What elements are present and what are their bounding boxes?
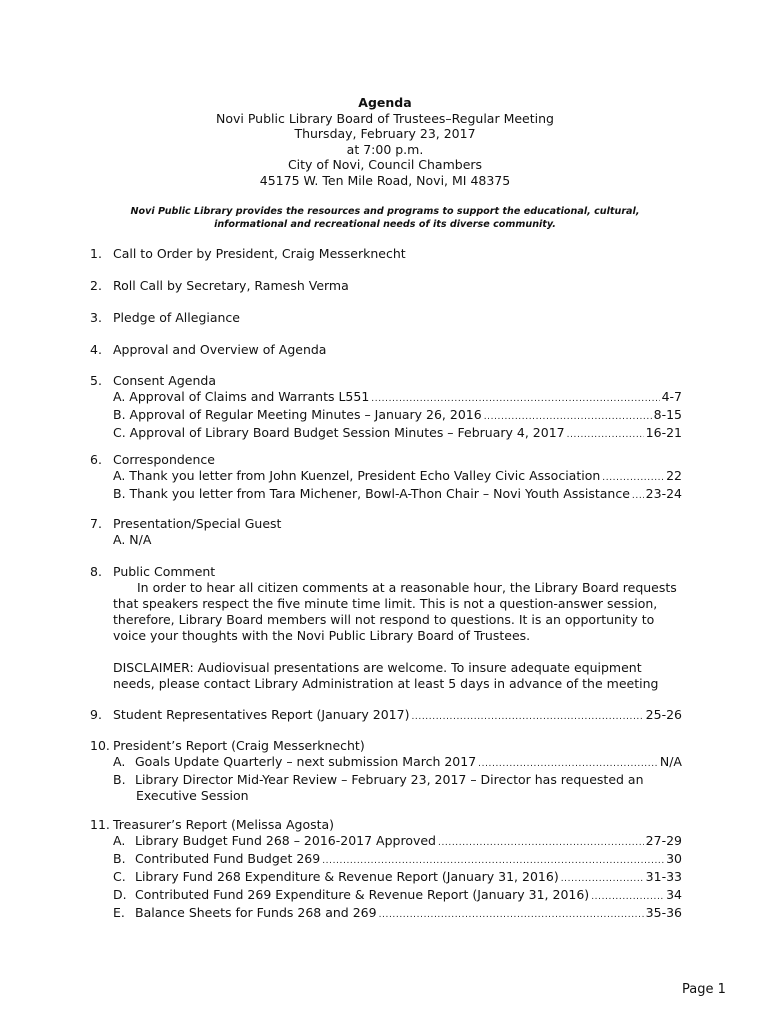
sub-item <box>90 754 682 772</box>
sub-item-text: Library Director Mid-Year Review – February 23, 2017 – Director has requested an <box>135 772 644 787</box>
page-ref: 31-33 <box>645 869 682 884</box>
sub-item-text: Library Budget Fund 268 – 2016-2017 Approved <box>135 833 436 848</box>
agenda-item-9 <box>90 707 682 725</box>
page-ref: 16-21 <box>645 425 682 440</box>
agenda-item-4 <box>90 342 682 358</box>
sub-item-text: A. N/A <box>113 532 152 547</box>
item-title: Call to Order by President, Craig Messerknecht <box>113 246 406 261</box>
leader-dots <box>567 427 644 443</box>
item-title: Presentation/Special Guest <box>113 516 282 531</box>
item-number: 10. <box>90 738 110 753</box>
sub-item <box>90 851 682 869</box>
sub-item <box>90 425 682 443</box>
sub-item-continuation: Executive Session <box>136 788 249 803</box>
sub-item-text: Contributed Fund 269 Expenditure & Revenue Report (January 31, 2016) <box>135 887 590 902</box>
meeting-location: City of Novi, Council Chambers <box>287 157 483 173</box>
leader-dots <box>322 853 664 869</box>
agenda-item-7 <box>90 516 682 548</box>
meeting-date: Thursday, February 23, 2017 <box>294 126 476 142</box>
sub-item-text: Goals Update Quarterly – next submission March 2017 <box>135 754 477 769</box>
sub-item <box>90 869 682 887</box>
page-ref: 27-29 <box>645 833 682 848</box>
item-number: 7. <box>90 516 102 531</box>
item-title: Treasurer’s Report (Melissa Agosta) <box>113 817 335 832</box>
page-ref: 23-24 <box>645 486 682 501</box>
sub-item-text: A. Approval of Claims and Warrants L551 <box>113 389 370 404</box>
page-ref: 34 <box>666 887 682 902</box>
item-title: Student Representatives Report (January 2017) <box>113 707 410 722</box>
sub-item-letter: C. <box>113 869 126 884</box>
leader-dots <box>484 409 652 425</box>
sub-item-letter: A. <box>113 833 126 848</box>
item-title: Pledge of Allegiance <box>113 310 240 325</box>
page-ref: 25-26 <box>645 707 682 722</box>
sub-item-text: Contributed Fund Budget 269 <box>135 851 321 866</box>
leader-dots <box>411 709 643 725</box>
agenda-item-2 <box>90 278 682 294</box>
public-comment-text: In order to hear all citizen comments at a reasonable hour, the Library Board requests that speakers respect the five minute time limit. This is not a question-answer session, therefore, Library Board members will not respond to questions. It is an opportunity to voice your thoughts with the Novi Public Library Board of Trustees. <box>113 580 677 643</box>
item-number: 11. <box>90 817 110 832</box>
item-number: 1. <box>90 246 102 261</box>
page-ref: 8-15 <box>653 407 682 422</box>
item-title: President’s Report (Craig Messerknecht) <box>113 738 365 753</box>
agenda-title: Agenda <box>358 95 412 110</box>
leader-dots <box>371 391 659 407</box>
sub-item <box>90 389 682 407</box>
leader-dots <box>632 488 644 504</box>
page-number: Page 1 <box>682 982 726 997</box>
sub-item-text: A. Thank you letter from John Kuenzel, President Echo Valley Civic Association <box>113 468 601 483</box>
agenda-header <box>0 95 770 189</box>
agenda-item-11 <box>90 817 682 923</box>
item-number: 2. <box>90 278 102 293</box>
item-title: Roll Call by Secretary, Ramesh Verma <box>113 278 349 293</box>
sub-item-text: B. Thank you letter from Tara Michener, Bowl-A-Thon Chair – Novi Youth Assistance <box>113 486 630 501</box>
sub-item <box>90 887 682 905</box>
page-ref: 22 <box>666 468 682 483</box>
agenda-item-5 <box>90 373 682 443</box>
sub-item <box>90 772 682 788</box>
meeting-address: 45175 W. Ten Mile Road, Novi, MI 48375 <box>259 172 511 188</box>
sub-item-letter: B. <box>113 772 126 787</box>
leader-dots <box>602 470 664 486</box>
page-ref: 4-7 <box>661 389 682 404</box>
item-number: 8. <box>90 564 102 579</box>
sub-item <box>90 407 682 425</box>
disclaimer-text: DISCLAIMER: Audiovisual presentations are welcome. To insure adequate equipment needs, please contact Library Administration at least 5 days in advance of the meeting <box>113 660 659 691</box>
agenda-item-10 <box>90 738 682 804</box>
leader-dots <box>561 871 644 887</box>
sub-item-letter: A. <box>113 754 126 769</box>
leader-dots <box>591 889 664 905</box>
item-number: 6. <box>90 452 102 467</box>
leader-dots <box>379 907 644 923</box>
sub-item-text: Library Fund 268 Expenditure & Revenue Report (January 31, 2016) <box>135 869 559 884</box>
sub-item <box>90 468 682 486</box>
sub-item-letter: B. <box>113 851 126 866</box>
sub-item <box>90 486 682 504</box>
meeting-time: at 7:00 p.m. <box>346 141 424 157</box>
sub-item <box>90 905 682 923</box>
meeting-name: Novi Public Library Board of Trustees–Regular Meeting <box>216 110 554 126</box>
agenda-item-1 <box>90 246 682 262</box>
page-ref: 30 <box>666 851 682 866</box>
item-title: Consent Agenda <box>113 373 216 388</box>
item-number: 9. <box>90 707 102 722</box>
page-ref: N/A <box>659 754 682 769</box>
sub-item-text: C. Approval of Library Board Budget Session Minutes – February 4, 2017 <box>113 425 565 440</box>
item-number: 5. <box>90 373 102 388</box>
item-number: 4. <box>90 342 102 357</box>
agenda-item-8 <box>90 564 682 692</box>
leader-dots <box>478 756 658 772</box>
sub-item-letter: D. <box>113 887 127 902</box>
sub-item-letter: E. <box>113 905 125 920</box>
agenda-item-6 <box>90 452 682 504</box>
sub-item <box>90 833 682 851</box>
sub-item-text: B. Approval of Regular Meeting Minutes – January 26, 2016 <box>113 407 482 422</box>
sub-item-text: Balance Sheets for Funds 268 and 269 <box>135 905 377 920</box>
item-title: Correspondence <box>113 452 215 467</box>
item-number: 3. <box>90 310 102 325</box>
item-title: Approval and Overview of Agenda <box>113 342 327 357</box>
mission-statement: Novi Public Library provides the resources and programs to support the educational, cultural, informational and recreational needs of its diverse community. <box>130 206 640 230</box>
leader-dots <box>438 835 644 851</box>
agenda-item-3 <box>90 310 682 326</box>
page-ref: 35-36 <box>645 905 682 920</box>
item-title: Public Comment <box>113 564 216 579</box>
sub-item <box>90 532 682 548</box>
